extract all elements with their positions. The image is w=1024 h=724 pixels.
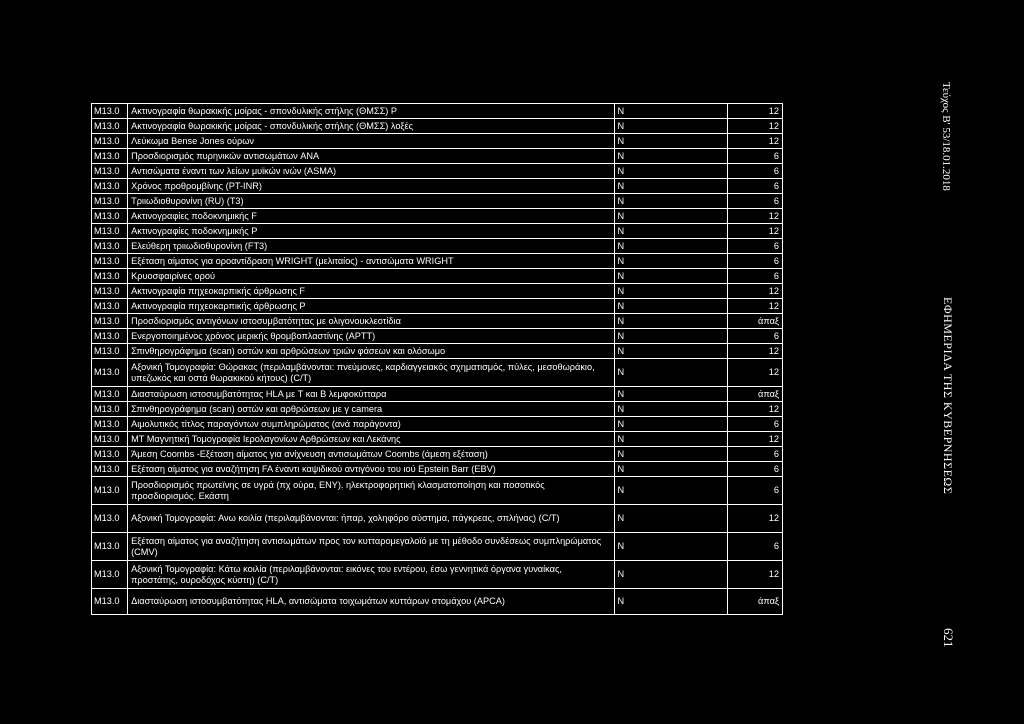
table-row	[92, 119, 783, 134]
row-type-cell: N	[614, 462, 727, 477]
row-type-cell: N	[614, 505, 727, 533]
row-type-cell: N	[614, 417, 727, 432]
row-type-cell: N	[614, 194, 727, 209]
row-amount-cell: 12	[727, 134, 782, 149]
row-amount-cell: 6	[727, 462, 782, 477]
row-code-cell: Μ13.0	[92, 447, 128, 462]
row-description-cell: Σπινθηρογράφημα (scan) οστών και αρθρώσεων με γ camera	[128, 402, 614, 417]
row-amount-cell: 6	[727, 254, 782, 269]
row-code-cell: Μ13.0	[92, 269, 128, 284]
row-code-cell: Μ13.0	[92, 254, 128, 269]
row-description-cell: Σπινθηρογράφημα (scan) οστών και αρθρώσεων τριών φάσεων και ολόσωμο	[128, 344, 614, 359]
table-row	[92, 533, 783, 561]
procedures-table	[91, 103, 783, 615]
row-description-cell: Ακτινογραφία θωρακικής μοίρας - σπονδυλικής στήλης (ΘΜΣΣ) P	[128, 104, 614, 119]
row-amount-cell: 12	[727, 359, 782, 387]
row-type-cell: N	[614, 329, 727, 344]
row-code-cell: Μ13.0	[92, 387, 128, 402]
table-row	[92, 505, 783, 533]
row-code-cell: Μ13.0	[92, 505, 128, 533]
row-amount-cell: 6	[727, 417, 782, 432]
row-type-cell: N	[614, 254, 727, 269]
row-amount-cell: 12	[727, 432, 782, 447]
table-row	[92, 224, 783, 239]
row-type-cell: N	[614, 284, 727, 299]
table-row	[92, 239, 783, 254]
row-type-cell: N	[614, 561, 727, 589]
row-type-cell: N	[614, 314, 727, 329]
row-type-cell: N	[614, 119, 727, 134]
row-description-cell: Αξονική Τομογραφία: Κάτω κοιλία (περιλαμβάνονται: εικόνες του εντέρου, έσω γεννητικά όργανα γυναίκας, προστάτης, ουροδόχος κύστη) (C/T)	[128, 561, 614, 589]
row-code-cell: Μ13.0	[92, 417, 128, 432]
row-description-cell: Προσδιορισμός αντιγόνων ιστοσυμβατότητας με ολιγονουκλεοτίδια	[128, 314, 614, 329]
row-type-cell: N	[614, 209, 727, 224]
row-description-cell: Ακτινογραφία πηχεοκαρπικής άρθρωσης F	[128, 284, 614, 299]
issue-reference: Τεύχος Β' 53/18.01.2018	[940, 82, 952, 191]
table-row	[92, 284, 783, 299]
row-amount-cell: άπαξ	[727, 589, 782, 615]
row-description-cell: Ακτινογραφία πηχεοκαρπικής άρθρωσης P	[128, 299, 614, 314]
row-type-cell: N	[614, 269, 727, 284]
row-type-cell: N	[614, 359, 727, 387]
row-type-cell: N	[614, 387, 727, 402]
row-code-cell: Μ13.0	[92, 589, 128, 615]
row-description-cell: Ακτινογραφία θωρακικής μοίρας - σπονδυλικής στήλης (ΘΜΣΣ) λοξές	[128, 119, 614, 134]
table-row	[92, 462, 783, 477]
row-amount-cell: 6	[727, 164, 782, 179]
procedures-table-body	[92, 104, 783, 615]
row-code-cell: Μ13.0	[92, 359, 128, 387]
row-code-cell: Μ13.0	[92, 149, 128, 164]
table-row	[92, 417, 783, 432]
table-row	[92, 561, 783, 589]
row-amount-cell: 12	[727, 505, 782, 533]
row-amount-cell: 6	[727, 194, 782, 209]
table-row	[92, 194, 783, 209]
row-code-cell: Μ13.0	[92, 104, 128, 119]
row-amount-cell: άπαξ	[727, 314, 782, 329]
row-code-cell: Μ13.0	[92, 284, 128, 299]
row-type-cell: N	[614, 164, 727, 179]
table-row	[92, 477, 783, 505]
row-description-cell: Ελεύθερη τριιωδιοθυρονίνη (FT3)	[128, 239, 614, 254]
row-description-cell: Διασταύρωση ιστοσυμβατότητας HLA με T και B λεμφοκύτταρα	[128, 387, 614, 402]
row-description-cell: Αξονική Τομογραφία: Ανω κοιλία (περιλαμβάνονται: ήπαρ, χοληφόρο σύστημα, πάγκρεας, σπλήνας) (C/T)	[128, 505, 614, 533]
table-row	[92, 359, 783, 387]
row-description-cell: Ενεργοποιημένος χρόνος μερικής θρομβοπλαστίνης (APTT)	[128, 329, 614, 344]
row-code-cell: Μ13.0	[92, 344, 128, 359]
row-code-cell: Μ13.0	[92, 119, 128, 134]
row-amount-cell: 6	[727, 447, 782, 462]
row-type-cell: N	[614, 589, 727, 615]
row-amount-cell: 6	[727, 179, 782, 194]
table-row	[92, 134, 783, 149]
table-row	[92, 179, 783, 194]
row-type-cell: N	[614, 224, 727, 239]
table-row	[92, 209, 783, 224]
table-row	[92, 164, 783, 179]
row-code-cell: Μ13.0	[92, 299, 128, 314]
row-description-cell: Αιμολυτικός τίτλος παραγόντων συμπληρώματος (ανά παράγοντα)	[128, 417, 614, 432]
table-row	[92, 344, 783, 359]
row-amount-cell: 6	[727, 533, 782, 561]
row-amount-cell: 12	[727, 104, 782, 119]
row-code-cell: Μ13.0	[92, 561, 128, 589]
row-description-cell: Κρυοσφαιρίνες ορού	[128, 269, 614, 284]
row-code-cell: Μ13.0	[92, 533, 128, 561]
row-amount-cell: 12	[727, 284, 782, 299]
row-type-cell: N	[614, 477, 727, 505]
table-row	[92, 314, 783, 329]
row-type-cell: N	[614, 344, 727, 359]
row-amount-cell: 12	[727, 119, 782, 134]
row-type-cell: N	[614, 104, 727, 119]
row-code-cell: Μ13.0	[92, 209, 128, 224]
row-description-cell: Αντισώματα έναντι των λείων μυϊκών ινών (ASMA)	[128, 164, 614, 179]
row-code-cell: Μ13.0	[92, 164, 128, 179]
row-description-cell: Διασταύρωση ιστοσυμβατότητας HLA, αντισώματα τοιχωμάτων κυττάρων στομάχου (APCA)	[128, 589, 614, 615]
row-description-cell: Λεύκωμα Bense Jones ούρων	[128, 134, 614, 149]
row-type-cell: N	[614, 447, 727, 462]
gazette-title: ΕΦΗΜΕΡΙΔΑ ΤΗΣ ΚΥΒΕΡΝΗΣΕΩΣ	[941, 297, 955, 495]
page-number: 621	[941, 628, 956, 648]
row-amount-cell: 6	[727, 329, 782, 344]
table-row	[92, 589, 783, 615]
row-amount-cell: 12	[727, 209, 782, 224]
row-code-cell: Μ13.0	[92, 194, 128, 209]
row-amount-cell: 6	[727, 149, 782, 164]
table-row	[92, 149, 783, 164]
table-row	[92, 447, 783, 462]
table-row	[92, 299, 783, 314]
row-code-cell: Μ13.0	[92, 314, 128, 329]
row-code-cell: Μ13.0	[92, 462, 128, 477]
row-description-cell: Άμεση Coombs -Εξέταση αίματος για ανίχνευση αντισωμάτων Coombs (άμεση εξέταση)	[128, 447, 614, 462]
table-row	[92, 104, 783, 119]
row-type-cell: N	[614, 402, 727, 417]
row-description-cell: Εξέταση αίματος για οροαντίδραση WRIGHT (μελιταίος) - αντισώματα WRIGHT	[128, 254, 614, 269]
table-row	[92, 402, 783, 417]
row-code-cell: Μ13.0	[92, 134, 128, 149]
row-code-cell: Μ13.0	[92, 477, 128, 505]
row-description-cell: MT Μαγνητική Τομογραφία Ιερολαγονίων Αρθρώσεων και Λεκάνης	[128, 432, 614, 447]
row-code-cell: Μ13.0	[92, 239, 128, 254]
row-amount-cell: 6	[727, 239, 782, 254]
table-row	[92, 387, 783, 402]
row-code-cell: Μ13.0	[92, 402, 128, 417]
row-amount-cell: 6	[727, 477, 782, 505]
row-description-cell: Προσδιορισμός πρωτεϊνης σε υγρά (πχ ούρα, ENY). ηλεκτροφορητική κλασματοποίηση και ποσοτικός προσδιορισμός. Εκάστη	[128, 477, 614, 505]
table-row	[92, 254, 783, 269]
row-description-cell: Ακτινογραφίες ποδοκνημικής F	[128, 209, 614, 224]
row-type-cell: N	[614, 134, 727, 149]
row-description-cell: Εξέταση αίματος για αναζήτηση FA έναντι καψιδικού αντιγόνου του ιού Epstein Barr (EBV)	[128, 462, 614, 477]
row-code-cell: Μ13.0	[92, 432, 128, 447]
row-type-cell: N	[614, 533, 727, 561]
row-type-cell: N	[614, 149, 727, 164]
row-amount-cell: 12	[727, 224, 782, 239]
row-amount-cell: 12	[727, 299, 782, 314]
row-description-cell: Ακτινογραφίες ποδοκνημικής P	[128, 224, 614, 239]
table-row	[92, 269, 783, 284]
row-code-cell: Μ13.0	[92, 179, 128, 194]
row-type-cell: N	[614, 239, 727, 254]
row-description-cell: Προσδιορισμός πυρηνικών αντισωμάτων ANA	[128, 149, 614, 164]
row-amount-cell: 12	[727, 344, 782, 359]
row-type-cell: N	[614, 432, 727, 447]
table-row	[92, 329, 783, 344]
row-amount-cell: 12	[727, 402, 782, 417]
row-type-cell: N	[614, 299, 727, 314]
row-amount-cell: 12	[727, 561, 782, 589]
table-row	[92, 432, 783, 447]
row-amount-cell: 6	[727, 269, 782, 284]
row-description-cell: Χρόνος προθρομβίνης (PT-INR)	[128, 179, 614, 194]
row-code-cell: Μ13.0	[92, 329, 128, 344]
row-description-cell: Εξέταση αίματος για αναζήτηση αντισωμάτων προς τον κυτταρομεγαλοϊό με τη μέθοδο συνδέσεως συμπληρώματος (CMV)	[128, 533, 614, 561]
row-type-cell: N	[614, 179, 727, 194]
row-amount-cell: άπαξ	[727, 387, 782, 402]
row-description-cell: Αξονική Τομογραφία: Θώρακας (περιλαμβάνονται: πνεύμονες, καρδιαγγειακός σχηματισμός, πύλες, μεσοθωράκιο, υπεζωκός και οστά θωρακικού κήτους) (C/T)	[128, 359, 614, 387]
row-code-cell: Μ13.0	[92, 224, 128, 239]
row-description-cell: Τριιωδιοθυρονίνη (RU) (T3)	[128, 194, 614, 209]
